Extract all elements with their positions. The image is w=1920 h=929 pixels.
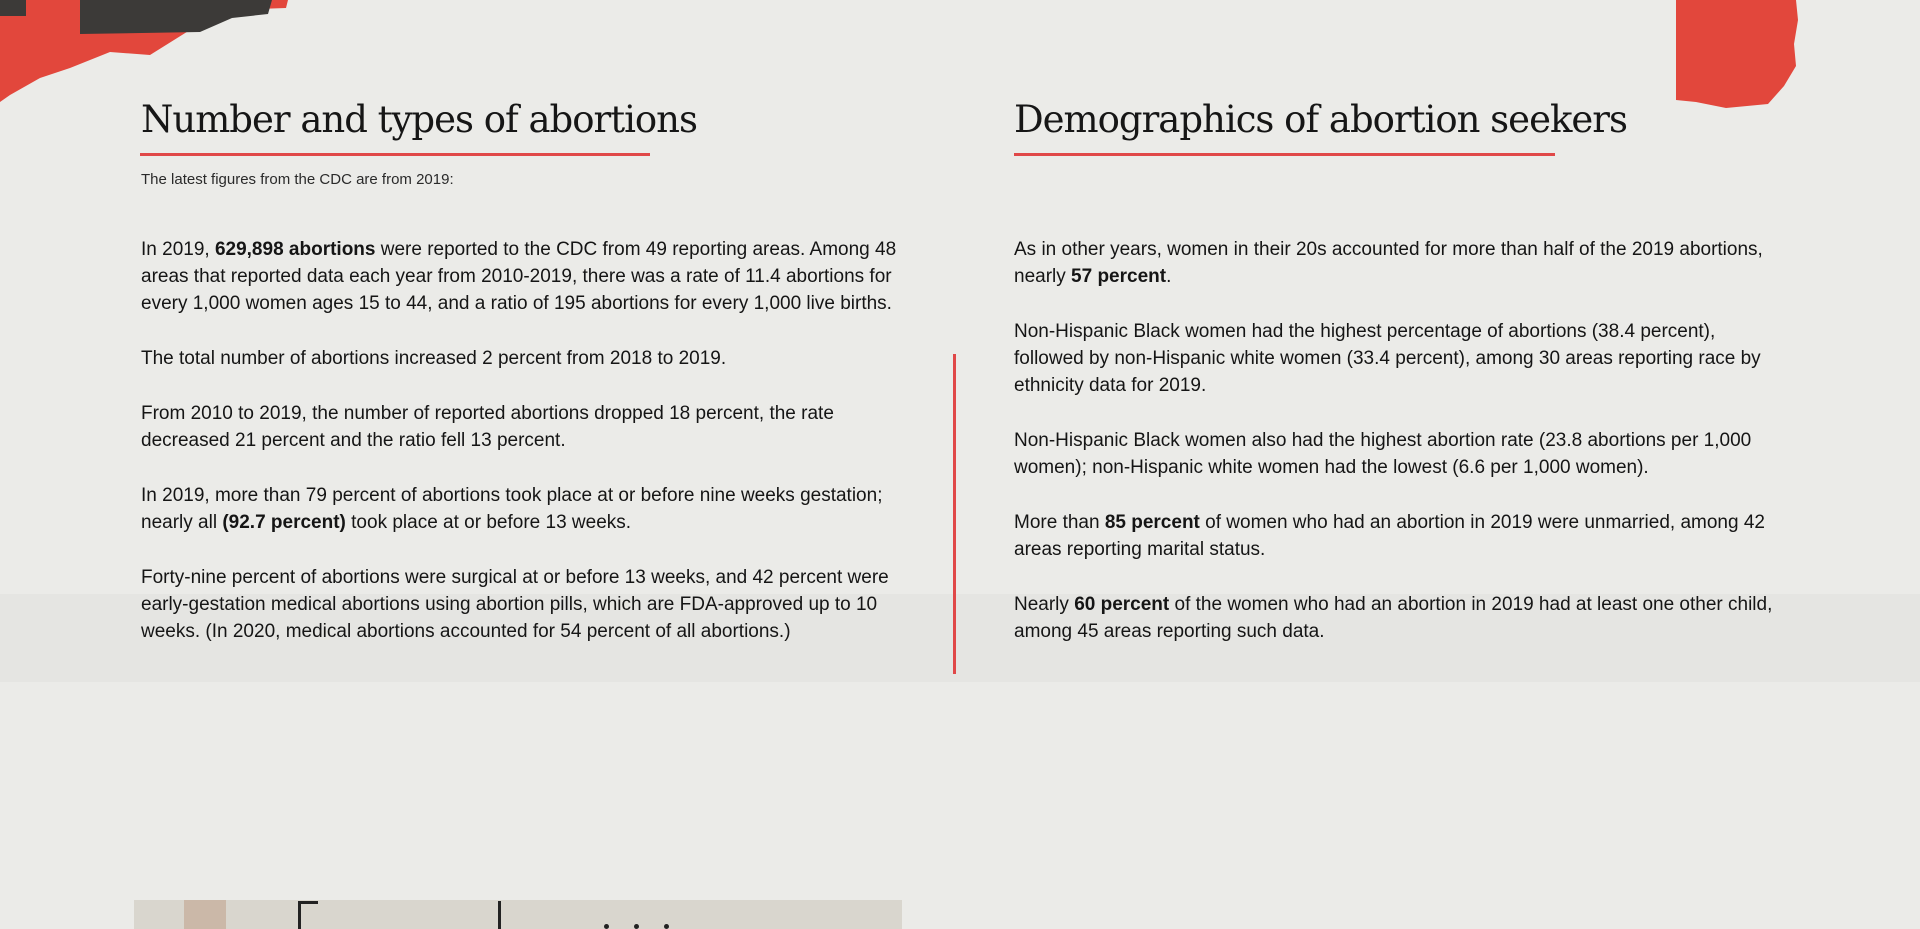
section-heading: Demographics of abortion seekers <box>1014 98 1627 141</box>
paragraph-list <box>141 236 911 673</box>
paragraph-text: Nearly <box>1014 594 1075 615</box>
collage-dot <box>634 924 639 929</box>
collage-dot <box>604 924 609 929</box>
collage-mark <box>298 901 301 929</box>
collage-dot <box>664 924 669 929</box>
paragraph-text: of the women who had an abortion in 2019 had at least one other child, among 45 areas reporting such data. <box>1014 594 1773 642</box>
body-paragraph <box>1014 236 1784 290</box>
paragraph-text: Non-Hispanic Black women had the highest percentage of abortions (38.4 percent), followed by non-Hispanic white women (33.4 percent), among 30 areas reporting race by ethnicity data for 2019. <box>1014 321 1761 396</box>
paragraph-text: In 2019, more than 79 percent of abortions took place at or before nine weeks gestation; nearly all <box>141 485 883 533</box>
highlighted-figure: 85 percent <box>1104 512 1200 533</box>
highlighted-figure: 57 percent <box>1071 266 1167 287</box>
paragraph-text: of women who had an abortion in 2019 were unmarried, among 42 areas reporting marital status. <box>1014 512 1765 560</box>
collage-image-bottom <box>134 900 902 929</box>
collage-fragment-top-left <box>0 0 290 102</box>
section-heading: Number and types of abortions <box>141 98 697 141</box>
body-paragraph <box>1014 591 1784 645</box>
paragraph-text: were reported to the CDC from 49 reporting areas. Among 48 areas that reported data each year from 2010-2019, there was a rate of 11.4 abortions for every 1,000 women ages 15 to 44, and a ratio of 195 abortions for every 1,000 live births. <box>141 239 897 314</box>
body-paragraph <box>1014 318 1784 399</box>
section-intro: The latest figures from the CDC are from 2019: <box>141 171 454 188</box>
section-number-and-types <box>141 90 921 642</box>
body-paragraph <box>1014 509 1784 563</box>
collage-strip <box>184 900 226 929</box>
collage-mark <box>300 901 318 904</box>
body-paragraph <box>141 236 911 317</box>
paragraph-list <box>1014 236 1784 673</box>
highlighted-figure: 629,898 abortions <box>214 239 376 260</box>
heading-underline <box>1014 153 1555 156</box>
paragraph-text: In 2019, <box>141 239 215 260</box>
body-paragraph <box>141 564 911 645</box>
heading-underline <box>140 153 650 156</box>
paragraph-text: More than <box>1014 512 1105 533</box>
paragraph-text: The total number of abortions increased 2 percent from 2018 to 2019. <box>141 348 727 369</box>
highlighted-figure: 60 percent <box>1074 594 1170 615</box>
column-divider <box>953 354 956 674</box>
paragraph-text: . <box>1166 266 1172 287</box>
paragraph-text: Non-Hispanic Black women also had the highest abortion rate (23.8 abortions per 1,000 women); non-Hispanic white women had the lowest (6.6 per 1,000 women). <box>1014 430 1752 478</box>
body-paragraph <box>1014 427 1784 481</box>
body-paragraph <box>141 345 911 372</box>
paragraph-text: took place at or before 13 weeks. <box>345 512 632 533</box>
section-demographics <box>1014 90 1794 642</box>
highlighted-figure: (92.7 percent) <box>222 512 346 533</box>
collage-mark <box>498 901 501 929</box>
body-paragraph <box>141 400 911 454</box>
paragraph-text: From 2010 to 2019, the number of reported abortions dropped 18 percent, the rate decreased 21 percent and the ratio fell 13 percent. <box>141 403 834 451</box>
body-paragraph <box>141 482 911 536</box>
paragraph-text: Forty-nine percent of abortions were surgical at or before 13 weeks, and 42 percent were early-gestation medical abortions using abortion pills, which are FDA-approved up to 10 weeks. (In 2020, medical abortions accounted for 54 percent of all abortions.) <box>141 567 889 642</box>
paragraph-text: As in other years, women in their 20s accounted for more than half of the 2019 abortions, nearly <box>1014 239 1763 287</box>
